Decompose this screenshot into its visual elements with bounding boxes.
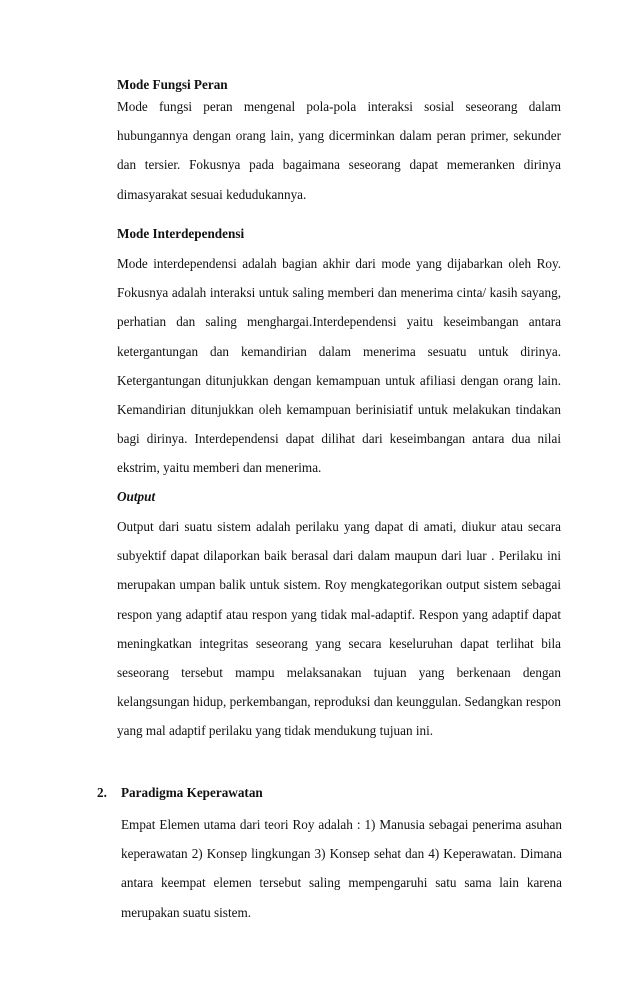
paragraph: Output dari suatu sistem adalah perilaku yang dapat di amati, diukur atau secara subyektif dapat dilaporkan baik berasal dari dalam maupun dari luar . Perilaku ini merupakan umpan balik untuk sistem. Roy mengkategorikan output sistem sebagai respon yang adaptif atau respon yang tidak mal-adaptif. Respon yang adaptif dapat meningkatkan integritas seseorang yang secara keseluruhan dapat terlihat bila seseorang tersebut mampu melaksanakan tujuan yang berkenaan dengan kelangsungan hidup, perkembangan, reproduksi dan keunggulan. Sedangkan respon yang mal adaptif perilaku yang tidak mendukung tujuan ini. <box>117 519 561 739</box>
section-output <box>117 488 561 506</box>
section-heading: Mode Fungsi Peran <box>117 77 228 92</box>
paragraph: Mode fungsi peran mengenal pola-pola interaksi sosial seseorang dalam hubungannya dengan orang lain, yang dicerminkan dalam peran primer, sekunder dan tersier. Fokusnya pada bagaimana seseorang dapat memeranken dirinya dimasyarakat sesuai kedudukannya. <box>117 99 561 202</box>
paragraph: Empat Elemen utama dari teori Roy adalah : 1) Manusia sebagai penerima asuhan keperawatan 2) Konsep lingkungan 3) Konsep sehat dan 4) Keperawatan. Dimana antara keempat elemen tersebut saling mempengaruhi satu sama lain karena merupakan suatu sistem. <box>121 817 562 920</box>
paragraph: Mode interdependensi adalah bagian akhir dari mode yang dijabarkan oleh Roy. Fokusnya adalah interaksi untuk saling memberi dan menerima cinta/ kasih sayang, perhatian dan saling menghargai.Interdependensi yaitu keseimbangan antara ketergantungan dan kemandirian dalam menerima sesuatu untuk dirinya. Ketergantungan ditunjukkan dengan kemampuan untuk afiliasi dengan orang lain. Kemandirian ditunjukkan oleh kemampuan berinisiatif untuk melakukan tindakan bagi dirinya. Interdependensi dapat dilihat dari keseimbangan antara dua nilai ekstrim, yaitu memberi dan menerima. <box>117 256 561 476</box>
section-body-paradigma <box>121 810 562 927</box>
section-heading: Output <box>117 489 156 504</box>
section-mode-interdependensi <box>117 225 561 243</box>
section-body-mode-fungsi-peran <box>117 92 561 209</box>
numbered-heading <box>97 784 263 802</box>
section-heading: Mode Interdependensi <box>117 226 245 241</box>
section-body-mode-interdependensi <box>117 249 561 483</box>
heading-text: Paradigma Keperawatan <box>121 785 263 800</box>
heading-number: 2. <box>97 785 107 800</box>
section-body-output <box>117 512 561 746</box>
